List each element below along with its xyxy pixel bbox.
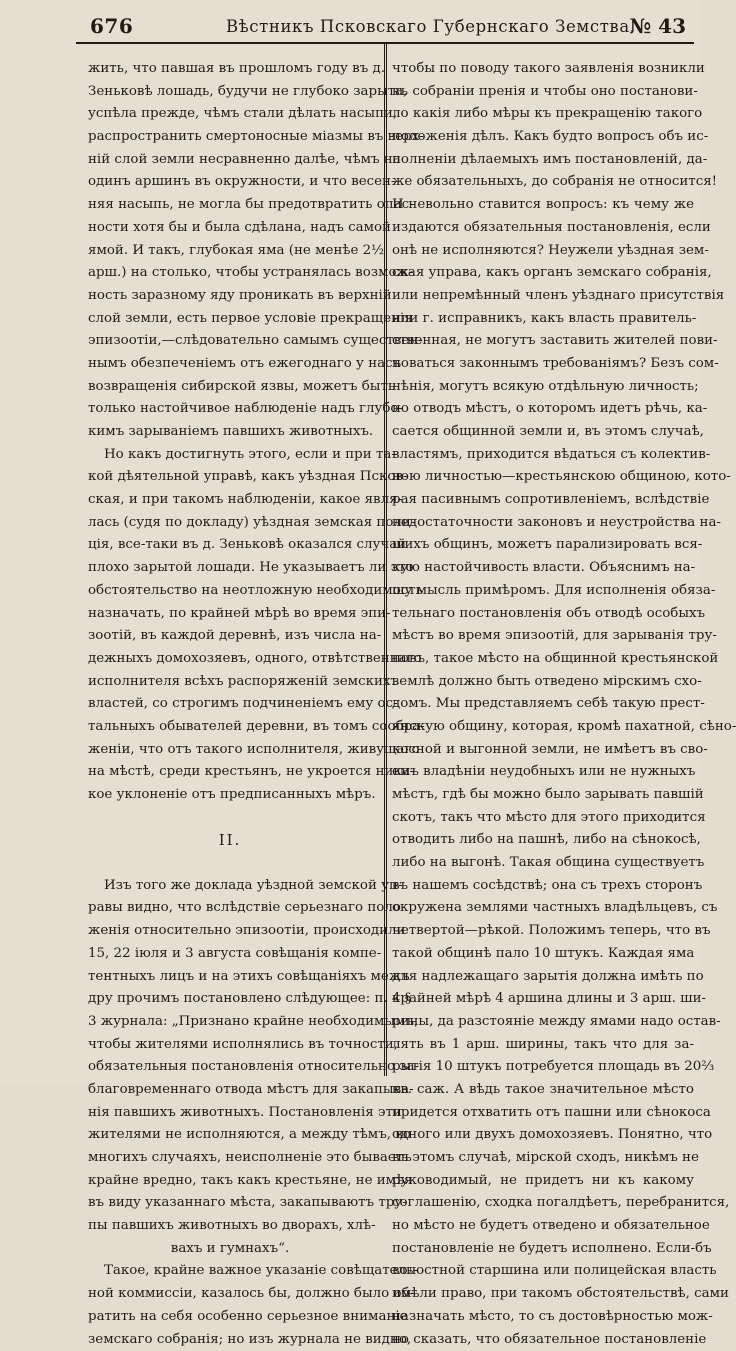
text-line: И невольно ставится вопросъ: къ чему же [392,194,694,217]
text-line: мѣстъ во время эпизоотій, для зарыванія тру- [392,625,694,648]
text-line: Зеньковѣ лошадь, будучи не глубоко зарыта, [88,81,372,104]
text-line: исполнителя всѣхъ распоряженій земскихъ [88,671,372,694]
text-line: янскую общину, которая, кромѣ пахатной, сѣно- [392,716,694,739]
text-line: Такое, крайне важное указаніе совѣщатель- [88,1260,372,1283]
text-line: шихъ общинъ, можетъ парализировать вся- [392,534,694,557]
text-line: руководимый, не придетъ ни къ какому [392,1170,694,1193]
text-line: въ собраніи пренія и чтобы оно постанови- [392,81,694,104]
text-line: крайней мѣрѣ 4 аршина длины и 3 арш. ши- [392,988,694,1011]
text-line: ній слой земли несравненно далѣе, чѣмъ на [88,149,372,172]
text-line: плохо зарытой лошади. Не указываетъ ли это [88,557,372,580]
text-line: только настойчивое наблюденіе надъ глубо- [88,398,372,421]
text-line: ности хотя бы и была сдѣлана, надъ самой [88,217,372,240]
text-line: зоотій, въ каждой деревнѣ, изъ числа на- [88,625,372,648]
text-line: лять въ 1 арш. ширины, такъ что для за- [392,1034,694,1057]
text-line: въ этомъ случаѣ, мірской сходъ, никѣмъ не [392,1147,694,1170]
text-line: ло какія либо мѣры къ прекращенію такого [392,103,694,126]
page-number: 676 [90,14,133,38]
text-line: ственная, не могутъ заставить жителей пови- [392,330,694,353]
text-line: придется отхватить отъ пашни или сѣнокоса [392,1102,694,1125]
text-line: на мѣстѣ, среди крестьянъ, не укроется ника- [88,761,372,784]
text-line: новаться законнымъ требованіямъ? Безъ сом- [392,353,694,376]
text-line: земскаго собранія; но изъ журнала не видно, [88,1329,372,1351]
text-line: дру прочимъ постановлено слѣдующее: п. 4 § [88,988,372,1011]
text-line: арш.) на столько, чтобы устранялась возмож- [88,262,372,285]
text-line: онѣ не исполняются? Неужели уѣздная зем- [392,240,694,263]
text-line: кв. саж. А вѣдь такое значительное мѣсто [392,1079,694,1102]
text-line: пы павшихъ животныхъ во дворахъ, хлѣ- [88,1215,372,1238]
text-line: чтобы жителями исполнялись въ точности, [88,1034,372,1057]
text-line: сается общинной земли и, въ этомъ случаѣ, [392,421,694,444]
text-line: Но какъ достигнуть этого, если и при та- [88,444,372,467]
text-line: или непремѣнный членъ уѣзднаго присутствія [392,285,694,308]
text-line: окружена землями частныхъ владѣльцевъ, съ [392,897,694,920]
text-line: успѣла прежде, чѣмъ стали дѣлать насыпи, [88,103,372,126]
text-line: тентныхъ лицъ и на этихъ совѣщаніяхъ межъ [88,966,372,989]
text-line: рая пасивнымъ сопротивленіемъ, вслѣдствіе [392,489,694,512]
text-line: положенія дѣлъ. Какъ будто вопросъ объ ис- [392,126,694,149]
text-line: емъ владѣніи неудобныхъ или не нужныхъ [392,761,694,784]
text-line: землѣ должно быть отведено мірскимъ схо- [392,671,694,694]
text-line: для надлежащаго зарытія должна имѣть по [392,966,694,989]
text-line: соглашенію, сходка погалдѣетъ, перебранится, [392,1192,694,1215]
text-line: дежныхъ домохозяевъ, одного, отвѣтственнаго [88,648,372,671]
text-line: женія относительно эпизоотіи, происходили [88,920,372,943]
text-line: благовременнаго отвода мѣстъ для закапыва- [88,1079,372,1102]
text-line: кимъ зарываніемъ павшихъ животныхъ. [88,421,372,444]
text-line: полненіи дѣлаемыхъ имъ постановленій, да- [392,149,694,172]
text-line: слой земли, есть первое условіе прекращенія [88,308,372,331]
text-line: II. [88,829,372,852]
text-line: рытія 10 штукъ потребуется площадь въ 20⅔ [392,1056,694,1079]
text-line: мѣстъ, гдѣ бы можно было зарывать павшій [392,784,694,807]
text-line: ность заразному яду проникать въ верхній [88,285,372,308]
text-line: 15, 22 іюля и 3 августа совѣщанія компе- [88,943,372,966]
text-line: ной коммиссіи, казалось бы, должно было об- [88,1283,372,1306]
text-line: тельнаго постановленія объ отводѣ особыхъ [392,603,694,626]
text-line: же обязательныхъ, до собранія не относится! [392,171,694,194]
text-line: тальныхъ обывателей деревни, въ томъ сообра- [88,716,372,739]
text-line: ская, и при такомъ наблюденіи, какое явля- [88,489,372,512]
text-line: въ нашемъ сосѣдствѣ; она съ трехъ сторонъ [392,875,694,898]
text-line: чтобы по поводу такого заявленія возникли [392,58,694,81]
text-line: ямой. И такъ, глубокая яма (не менѣе 2½ [88,240,372,263]
text-line: постановленіе не будетъ исполнено. Если-бъ [392,1238,694,1261]
text-line: обстоятельство на неотложную необходимость [88,580,372,603]
text-line: одинъ аршинъ въ окружности, и что весен- [88,171,372,194]
text-line: четвертой—рѣкой. Положимъ теперь, что въ [392,920,694,943]
text-line: Изъ того же доклада уѣздной земской уп- [88,875,372,898]
text-line: скотъ, такъ что мѣсто для этого приходится [392,807,694,830]
text-line: но мѣсто не будетъ отведено и обязательное [392,1215,694,1238]
text-line: няя насыпь, не могла бы предотвратить опас- [88,194,372,217]
text-line [88,852,372,875]
text-line: назначать, по крайней мѣрѣ во время эпи- [88,603,372,626]
text-line: властей, со строгимъ подчиненіемъ ему ос- [88,693,372,716]
text-line: вахъ и гумнахъ“. [88,1238,372,1261]
text-line: крайне вредно, такъ какъ крестьяне, не имѣя [88,1170,372,1193]
text-line: обязательныя постановленія относительно за- [88,1056,372,1079]
text-line: но сказать, что обязательное постановленіе [392,1329,694,1351]
text-line: ратить на себя особенно серьезное вниманіе [88,1306,372,1329]
text-line: издаются обязательныя постановленія, если [392,217,694,240]
text-line: такой общинѣ пало 10 штукъ. Каждая яма [392,943,694,966]
text-line: повъ, такое мѣсто на общинной крестьянской [392,648,694,671]
text-line: имѣли право, при такомъ обстоятельствѣ, сами [392,1283,694,1306]
text-line: ская управа, какъ органъ земскаго собранія, [392,262,694,285]
text-line: недостаточности законовъ и неустройства на- [392,512,694,535]
text-line: домъ. Мы представляемъ себѣ такую прест- [392,693,694,716]
text-line: женіи, что отъ такого исполнителя, живущаго [88,739,372,762]
text-line: рины, да разстояніе между ямами надо остав- [392,1011,694,1034]
text-line: нія павшихъ животныхъ. Постановленія эти [88,1102,372,1125]
text-line: многихъ случаяхъ, неисполненіе это бываетъ [88,1147,372,1170]
text-line [88,807,372,830]
left-column [88,58,372,1351]
text-line: жить, что павшая въ прошломъ году въ д. [88,58,372,81]
text-line: шу мысль примѣромъ. Для исполненія обяза- [392,580,694,603]
text-line: кой дѣятельной управѣ, какъ уѣздная Псков- [88,466,372,489]
text-line: отводить либо на пашнѣ, либо на сѣнокосѣ, [392,829,694,852]
issue-number: № 43 [629,14,686,38]
text-line: распространить смертоносные міазмы въ верх- [88,126,372,149]
text-line: кую настойчивость власти. Объяснимъ на- [392,557,694,580]
text-line: 3 журнала: „Признано крайне необходимымъ, [88,1011,372,1034]
text-line: жителями не исполняются, а между тѣмъ, во [88,1124,372,1147]
text-line: но отводъ мѣстъ, о которомъ идетъ рѣчь, ка- [392,398,694,421]
text-line: кое уклоненіе отъ предписанныхъ мѣръ. [88,784,372,807]
text-line: косной и выгонной земли, не имѣетъ въ сво- [392,739,694,762]
journal-title: Вѣстникъ Псковскаго Губернскаго Земства. [226,17,636,36]
text-line: волостной старшина или полицейская власть [392,1260,694,1283]
text-line: ною личностью—крестьянскою общиною, кото- [392,466,694,489]
right-column [392,58,694,1351]
text-line: возвращенія сибирской язвы, можетъ быть [88,376,372,399]
text-line: или г. исправникъ, какъ власть правитель- [392,308,694,331]
text-line: одного или двухъ домохозяевъ. Понятно, что [392,1124,694,1147]
text-line: равы видно, что вслѣдствіе серьезнаго поло- [88,897,372,920]
text-line: эпизоотіи,—слѣдовательно самымъ существен- [88,330,372,353]
text-line: лась (судя по докладу) уѣздная земская поли- [88,512,372,535]
text-line: либо на выгонѣ. Такая община существуетъ [392,852,694,875]
text-line: нымъ обезпеченіемъ отъ ежегоднаго у насъ [88,353,372,376]
text-line: нѣнія, могутъ всякую отдѣльную личность; [392,376,694,399]
text-line: назначать мѣсто, то съ достовѣрностью мож- [392,1306,694,1329]
text-line: въ виду указаннаго мѣста, закапываютъ тру- [88,1192,372,1215]
text-line: властямъ, приходится вѣдаться съ колектив- [392,444,694,467]
text-line: ція, все-таки въ д. Зеньковѣ оказался случай [88,534,372,557]
